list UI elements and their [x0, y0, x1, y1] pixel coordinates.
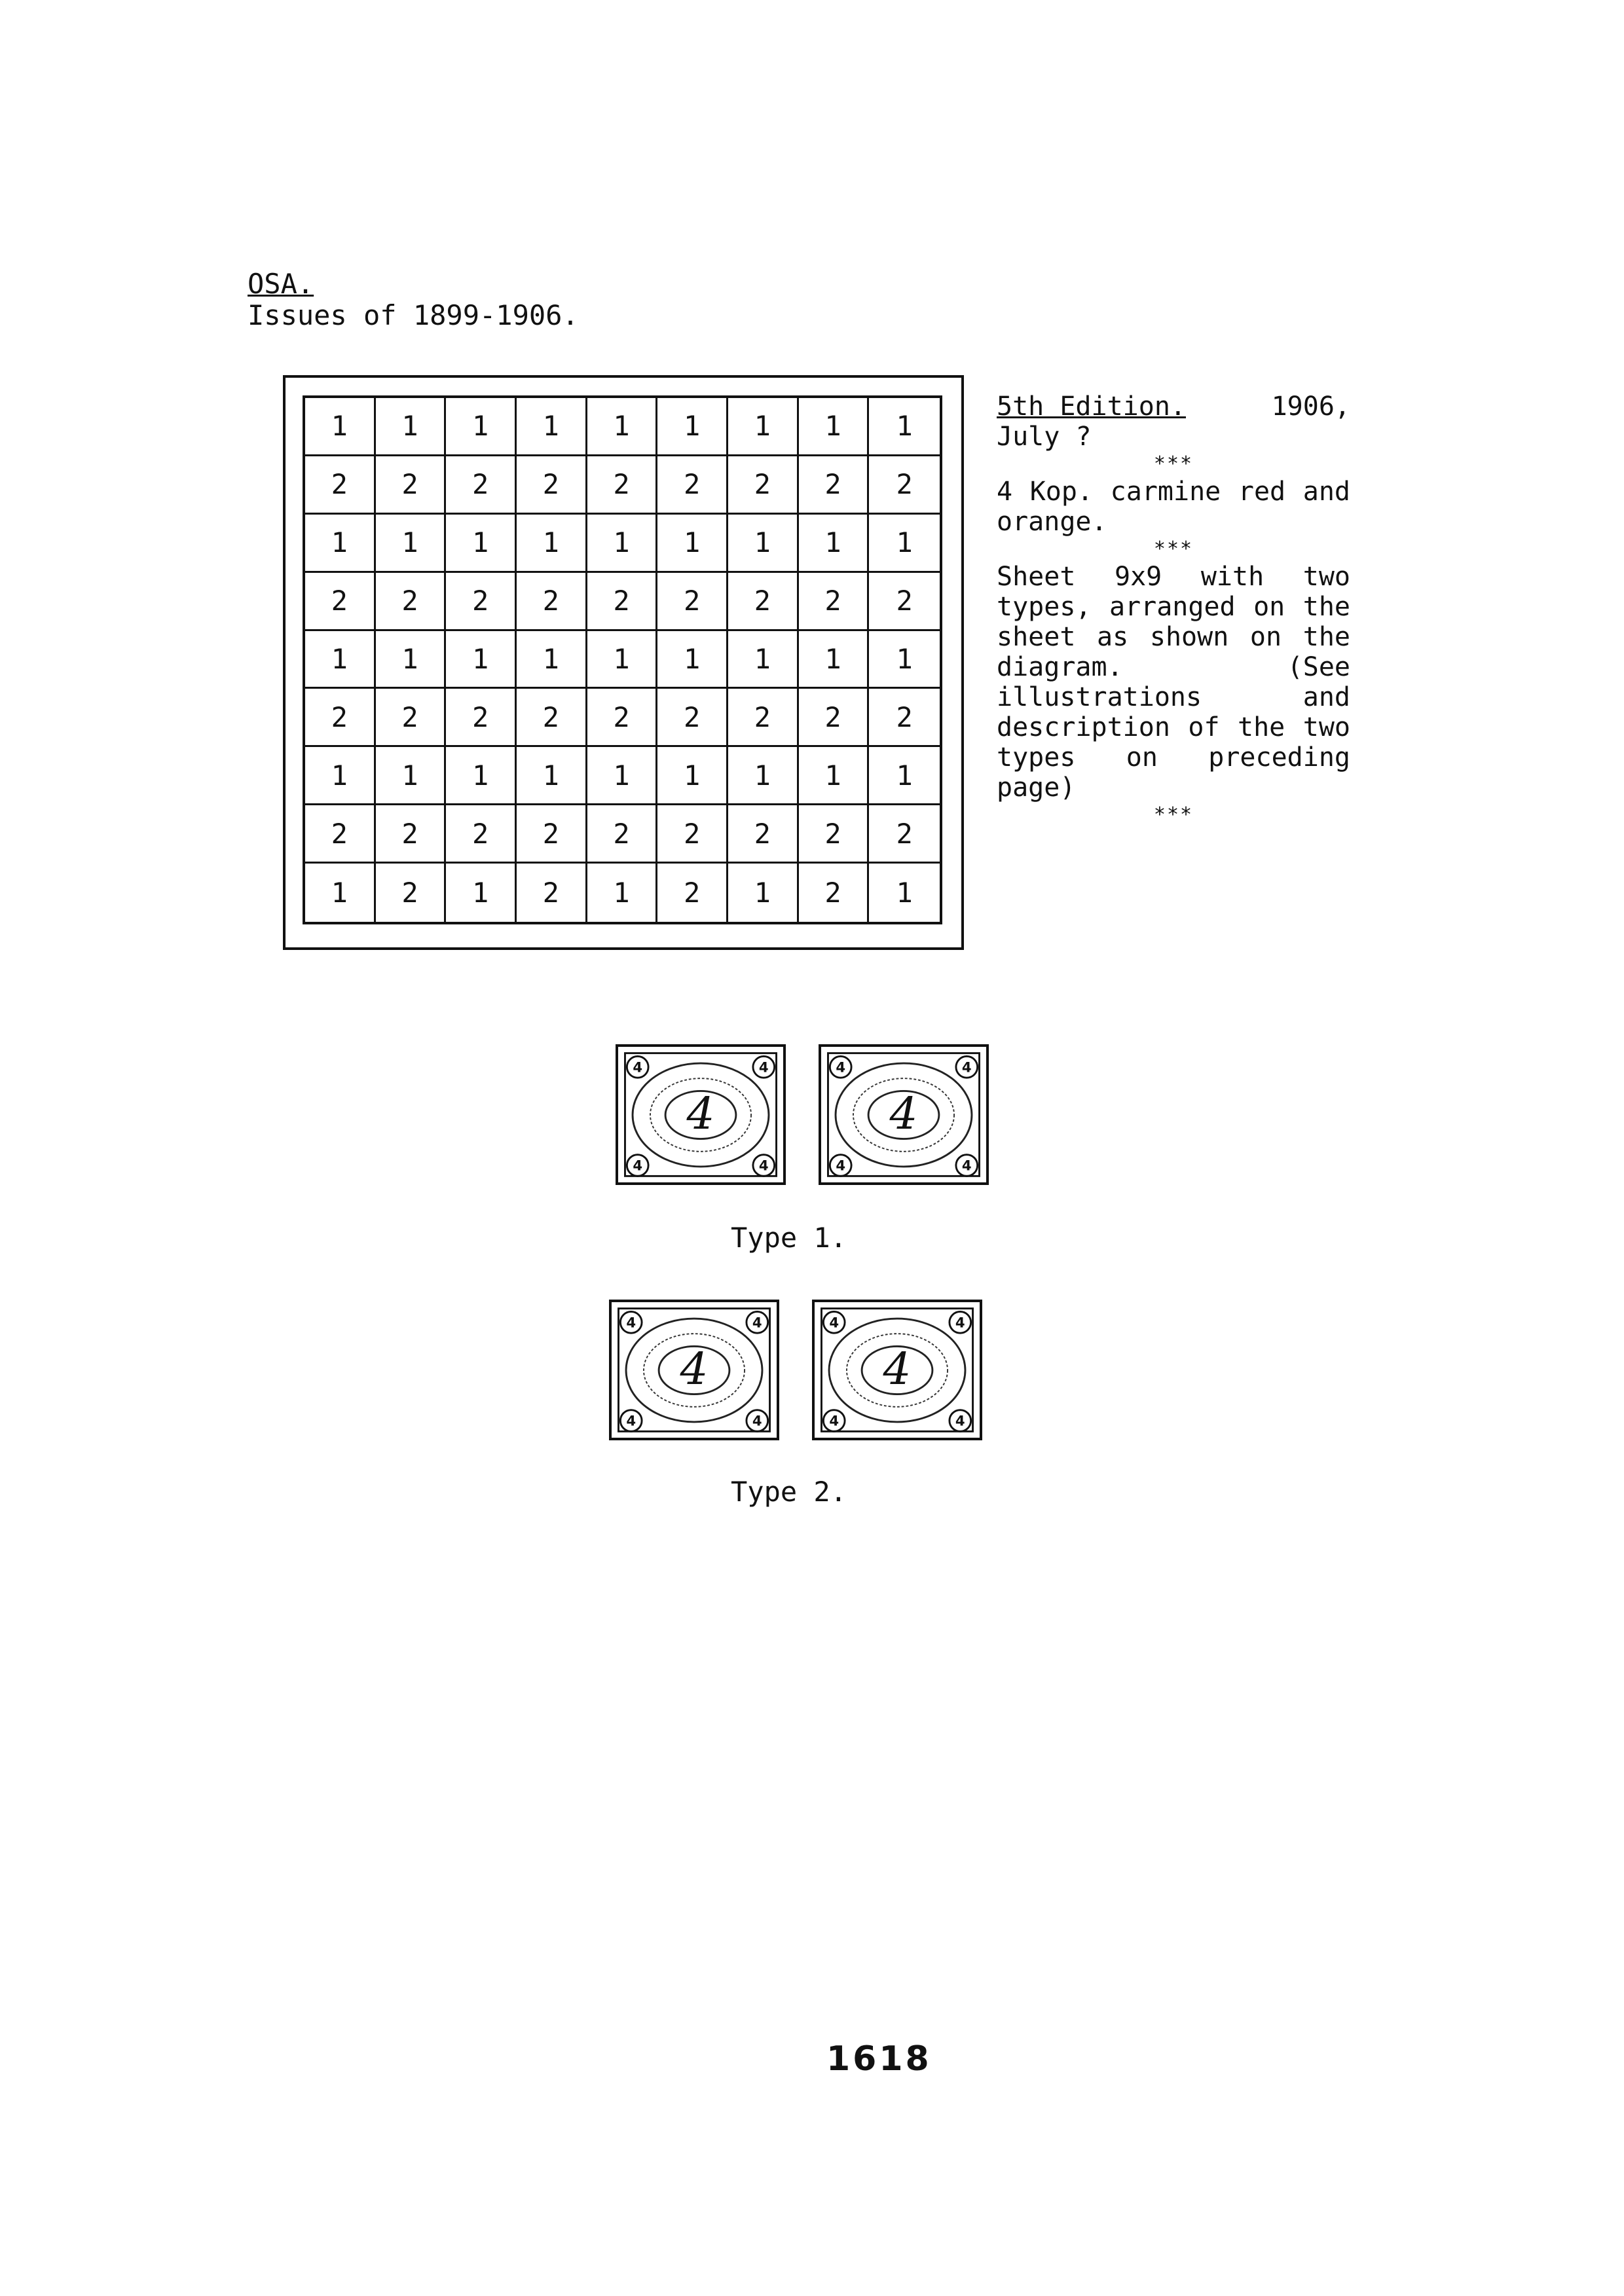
sheet-cell: 2 — [869, 573, 940, 631]
sheet-cell: 1 — [446, 747, 517, 805]
sheet-cell: 2 — [799, 864, 870, 922]
sheet-cell: 1 — [869, 747, 940, 805]
page-number: 1618 — [826, 2039, 932, 2079]
sheet-cell: 2 — [376, 456, 447, 515]
sheet-cell: 2 — [799, 689, 870, 747]
sheet-cell: 2 — [305, 573, 376, 631]
heading-issues: Issues of 1899-1906. — [248, 299, 579, 331]
svg-text:4: 4 — [633, 1059, 643, 1076]
sheet-cell: 1 — [657, 398, 728, 456]
sheet-cell: 2 — [799, 456, 870, 515]
sheet-cell: 2 — [517, 456, 587, 515]
svg-text:4: 4 — [889, 1087, 918, 1140]
type-2-caption: Type 2. — [731, 1476, 847, 1508]
sheet-cell: 2 — [587, 456, 658, 515]
sheet-cell: 1 — [799, 398, 870, 456]
type-2-stamps — [609, 1300, 982, 1440]
sheet-cell: 2 — [517, 573, 587, 631]
sheet-cell: 1 — [305, 864, 376, 922]
sheet-cell: 1 — [869, 515, 940, 573]
edition-notes — [997, 392, 1350, 828]
sheet-cell: 2 — [517, 864, 587, 922]
svg-text:4: 4 — [836, 1157, 846, 1174]
sheet-cell: 1 — [657, 747, 728, 805]
svg-text:4: 4 — [955, 1412, 965, 1429]
sheet-cell: 2 — [657, 689, 728, 747]
sheet-cell: 2 — [305, 805, 376, 864]
sheet-cell: 2 — [869, 456, 940, 515]
svg-text:4: 4 — [633, 1157, 643, 1174]
sheet-cell: 2 — [657, 573, 728, 631]
sheet-cell: 2 — [305, 689, 376, 747]
sheet-cell: 1 — [517, 398, 587, 456]
stamp-illustration — [616, 1044, 786, 1185]
sheet-cell: 1 — [376, 631, 447, 689]
stamp-illustration — [819, 1044, 989, 1185]
sheet-cell: 1 — [587, 747, 658, 805]
separator-stars: *** — [1153, 803, 1194, 826]
sheet-cell: 2 — [517, 689, 587, 747]
sheet-cell: 2 — [799, 805, 870, 864]
svg-text:4: 4 — [752, 1412, 762, 1429]
sheet-cell: 1 — [799, 631, 870, 689]
sheet-cell: 2 — [446, 805, 517, 864]
sheet-cell: 2 — [799, 573, 870, 631]
sheet-cell: 1 — [587, 864, 658, 922]
separator-stars: *** — [1153, 452, 1194, 475]
sheet-cell: 1 — [657, 631, 728, 689]
svg-text:4: 4 — [686, 1087, 715, 1140]
sheet-cell: 1 — [869, 631, 940, 689]
sheet-cell: 1 — [728, 515, 799, 573]
sheet-cell: 2 — [869, 689, 940, 747]
type-1-stamps — [616, 1044, 989, 1185]
sheet-cell: 2 — [446, 689, 517, 747]
sheet-cell: 2 — [728, 573, 799, 631]
sheet-cell: 2 — [305, 456, 376, 515]
edition-title: 5th Edition. — [997, 392, 1186, 422]
sheet-cell: 1 — [728, 864, 799, 922]
sheet-cell: 2 — [869, 805, 940, 864]
sheet-cell: 1 — [728, 631, 799, 689]
sheet-cell: 1 — [305, 515, 376, 573]
edition-date: July ? — [997, 422, 1092, 452]
sheet-cell: 1 — [305, 631, 376, 689]
svg-text:4: 4 — [829, 1314, 840, 1331]
sheet-cell: 1 — [517, 515, 587, 573]
sheet-cell: 1 — [869, 398, 940, 456]
sheet-cell: 1 — [305, 398, 376, 456]
sheet-cell: 1 — [376, 515, 447, 573]
sheet-cell: 1 — [446, 864, 517, 922]
sheet-cell: 1 — [587, 398, 658, 456]
svg-text:4: 4 — [961, 1157, 972, 1174]
sheet-diagram-grid — [303, 395, 942, 924]
sheet-cell: 2 — [728, 456, 799, 515]
sheet-cell: 1 — [799, 515, 870, 573]
svg-text:4: 4 — [955, 1314, 965, 1331]
sheet-cell: 1 — [728, 747, 799, 805]
separator-stars: *** — [1153, 538, 1194, 560]
sheet-cell: 1 — [446, 398, 517, 456]
stamp-design — [612, 1302, 777, 1438]
sheet-cell: 1 — [587, 631, 658, 689]
sheet-cell: 2 — [587, 805, 658, 864]
svg-text:4: 4 — [961, 1059, 972, 1076]
sheet-description: Sheet 9x9 with two types, arranged on the sheet as shown on the diagram. (See illustrations and description of the two types on preceding page) — [997, 562, 1350, 803]
sheet-cell: 1 — [517, 631, 587, 689]
stamp-illustration — [609, 1300, 779, 1440]
sheet-cell: 1 — [587, 515, 658, 573]
svg-text:4: 4 — [626, 1314, 637, 1331]
sheet-cell: 1 — [376, 398, 447, 456]
sheet-cell: 2 — [376, 805, 447, 864]
sheet-cell: 1 — [799, 747, 870, 805]
sheet-cell: 2 — [376, 864, 447, 922]
sheet-cell: 2 — [446, 456, 517, 515]
svg-text:4: 4 — [680, 1343, 709, 1395]
sheet-cell: 2 — [728, 689, 799, 747]
sheet-cell: 2 — [657, 456, 728, 515]
sheet-cell: 2 — [728, 805, 799, 864]
edition-line — [997, 392, 1350, 422]
sheet-cell: 1 — [446, 631, 517, 689]
sheet-cell: 1 — [446, 515, 517, 573]
sheet-cell: 2 — [587, 689, 658, 747]
sheet-cell: 1 — [376, 747, 447, 805]
svg-text:4: 4 — [758, 1059, 769, 1076]
svg-text:4: 4 — [836, 1059, 846, 1076]
sheet-cell: 1 — [728, 398, 799, 456]
stamp-design — [815, 1302, 980, 1438]
stamp-design — [821, 1047, 986, 1182]
page-heading — [248, 268, 579, 331]
svg-text:4: 4 — [626, 1412, 637, 1429]
heading-place: OSA. — [248, 268, 314, 300]
sheet-cell: 2 — [587, 573, 658, 631]
svg-text:4: 4 — [883, 1343, 912, 1395]
sheet-cell: 1 — [896, 877, 913, 909]
sheet-cell: 1 — [305, 747, 376, 805]
sheet-cell: 1 — [517, 747, 587, 805]
stamp-design — [618, 1047, 783, 1182]
stamp-description: 4 Kop. carmine red and orange. — [997, 477, 1350, 537]
sheet-cell: 2 — [446, 573, 517, 631]
sheet-cell: 2 — [657, 864, 728, 922]
sheet-cell: 2 — [376, 689, 447, 747]
svg-text:4: 4 — [829, 1412, 840, 1429]
stamp-illustration — [812, 1300, 982, 1440]
sheet-cell: 2 — [517, 805, 587, 864]
svg-text:4: 4 — [758, 1157, 769, 1174]
type-1-caption: Type 1. — [731, 1222, 847, 1254]
edition-year: 1906, — [1271, 392, 1350, 422]
sheet-cell: 2 — [376, 573, 447, 631]
sheet-cell: 2 — [657, 805, 728, 864]
sheet-cell: 1 — [657, 515, 728, 573]
svg-text:4: 4 — [752, 1314, 762, 1331]
